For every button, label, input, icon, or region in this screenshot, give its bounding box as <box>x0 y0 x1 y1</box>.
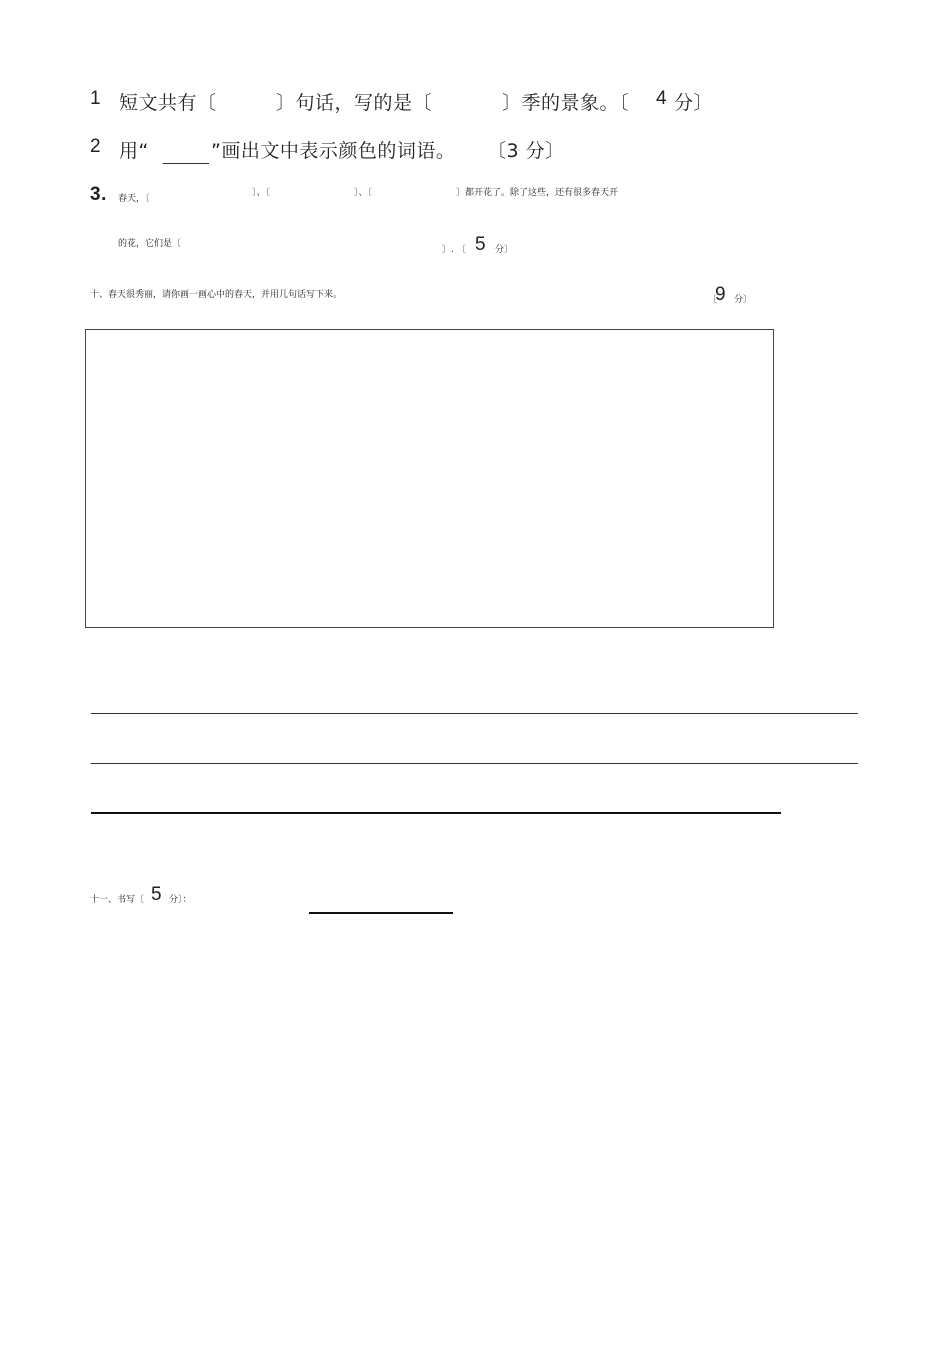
q1-number: 1 <box>90 88 102 109</box>
q2-score: 〔3 分〕 <box>487 140 565 162</box>
q3-line2-part-b: 〕. 〔 <box>442 245 466 255</box>
q10-score-unit: 分〕 <box>734 295 753 305</box>
q3-line1-part-a: 春天，〔 <box>118 194 150 204</box>
q3-line1-part-b: 〕、〔 <box>252 188 271 198</box>
q2-underline-sample <box>163 163 209 164</box>
q3-line2-part-a: 的花，它们是〔 <box>118 239 182 249</box>
q11-score-number: 5 <box>151 884 163 905</box>
q10-score-open: 〔 <box>708 295 718 305</box>
q11-label: 十一、书写〔 <box>90 895 145 905</box>
q3-line1-part-d: 〕都开花了。除了这些，还有很多春天开 <box>456 188 619 198</box>
q3-number: 3. <box>90 184 107 205</box>
q2-text-part1: 用“ <box>119 140 149 162</box>
q3-line1-part-c: 〕、〔 <box>354 188 373 198</box>
q1-text-part1: 短文共有〔 <box>119 92 217 114</box>
q11-score-unit: 分〕： <box>169 895 192 905</box>
q2-number: 2 <box>90 136 102 157</box>
q10-prompt: 十、春天很秀丽，请你画一画心中的春天，并用几句话写下来。 <box>90 290 343 300</box>
writing-line[interactable] <box>91 763 858 764</box>
q2-text-part2: ”画出文中表示颜色的词语。 <box>211 140 456 162</box>
q10-score-number: 9 <box>715 284 727 305</box>
drawing-box[interactable] <box>85 329 774 628</box>
q3-score-number: 5 <box>475 234 487 255</box>
q1-score-unit: 分〕 <box>674 92 714 114</box>
q1-score-number: 4 <box>656 88 668 109</box>
q1-text-part3: 〕季的景象。〔 <box>502 92 630 114</box>
writing-line[interactable] <box>91 812 781 814</box>
q3-score-unit: 分〕 <box>495 245 514 255</box>
q1-text-part2: 〕句话，写的是〔 <box>276 92 433 114</box>
writing-line[interactable] <box>91 713 858 714</box>
q11-answer-line[interactable] <box>309 912 453 914</box>
